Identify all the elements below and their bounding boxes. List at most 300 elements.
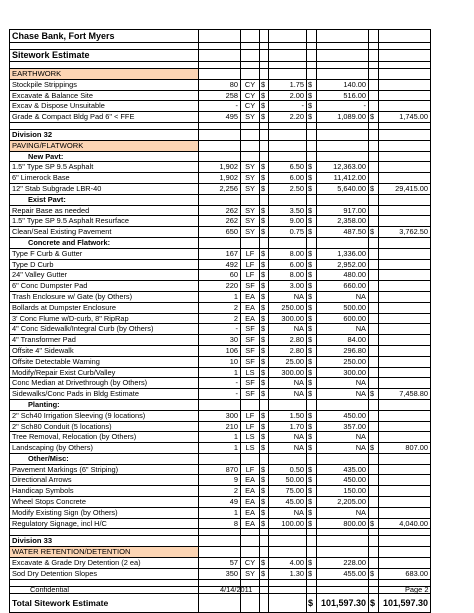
- item-unit: SY: [241, 183, 260, 194]
- item-quantity: 10: [199, 356, 241, 367]
- estimate-sheet: [9, 29, 430, 613]
- amount-currency: $: [307, 486, 317, 497]
- spacer-row: [10, 43, 431, 50]
- item-description: 4" Transformer Pad: [10, 335, 199, 346]
- item-unit-price: 3.00: [269, 281, 307, 292]
- section-subtotal: 29,415.00: [379, 183, 431, 194]
- amount-currency: $: [307, 558, 317, 569]
- item-description: Modify/Repair Exist Curb/Valley: [10, 367, 199, 378]
- item-quantity: 1: [199, 432, 241, 443]
- item-description: Modify Existing Sign (by Others): [10, 507, 199, 518]
- line-item-row: [10, 302, 431, 313]
- line-item-row: [10, 443, 431, 454]
- item-amount: 516.00: [317, 90, 369, 101]
- amount-currency: $: [307, 345, 317, 356]
- item-amount: 228.00: [317, 558, 369, 569]
- item-unit: EA: [241, 475, 260, 486]
- item-unit: EA: [241, 302, 260, 313]
- amount-currency: $: [307, 259, 317, 270]
- spacer-row: [10, 122, 431, 129]
- item-unit: SY: [241, 162, 260, 173]
- item-unit-price: NA: [269, 443, 307, 454]
- amount-currency: $: [307, 421, 317, 432]
- item-quantity: 258: [199, 90, 241, 101]
- amount-currency: $: [307, 162, 317, 173]
- price-currency: $: [260, 378, 269, 389]
- price-currency: $: [260, 335, 269, 346]
- item-unit: EA: [241, 486, 260, 497]
- item-amount: 450.00: [317, 475, 369, 486]
- item-quantity: 1,902: [199, 173, 241, 184]
- line-item-row: [10, 90, 431, 101]
- item-quantity: 49: [199, 497, 241, 508]
- item-unit: SF: [241, 335, 260, 346]
- item-amount: 800.00: [317, 518, 369, 529]
- price-currency: $: [260, 443, 269, 454]
- price-currency: $: [260, 475, 269, 486]
- price-currency: $: [260, 216, 269, 227]
- item-quantity: 1,902: [199, 162, 241, 173]
- item-unit-price: 6.00: [269, 173, 307, 184]
- category-row: [10, 547, 431, 558]
- item-description: Excavate & Grade Dry Detention (2 ea): [10, 558, 199, 569]
- item-amount: 140.00: [317, 79, 369, 90]
- subtotal-currency: $: [369, 443, 379, 454]
- item-unit-price: NA: [269, 291, 307, 302]
- item-unit: LS: [241, 367, 260, 378]
- line-item-row: [10, 216, 431, 227]
- line-item-row: [10, 112, 431, 123]
- item-amount: -: [317, 101, 369, 112]
- item-amount: 600.00: [317, 313, 369, 324]
- section-subtotal: 1,745.00: [379, 112, 431, 123]
- item-amount: 917.00: [317, 205, 369, 216]
- line-item-row: [10, 162, 431, 173]
- subtotal-currency: $: [369, 518, 379, 529]
- subtotal-currency: $: [369, 183, 379, 194]
- amount-currency: $: [307, 356, 317, 367]
- category-label: WATER RETENTION/DETENTION: [10, 547, 199, 558]
- price-currency: $: [260, 497, 269, 508]
- item-quantity: 870: [199, 464, 241, 475]
- amount-currency: $: [307, 183, 317, 194]
- amount-currency: $: [307, 302, 317, 313]
- item-unit-price: 75.00: [269, 486, 307, 497]
- amount-currency: $: [307, 475, 317, 486]
- item-unit: CY: [241, 79, 260, 90]
- item-unit: EA: [241, 313, 260, 324]
- line-item-row: [10, 345, 431, 356]
- item-amount: 12,363.00: [317, 162, 369, 173]
- estimate-table: [9, 29, 431, 613]
- amount-currency: $: [307, 367, 317, 378]
- line-item-row: [10, 389, 431, 400]
- grand-total: 101,597.30: [379, 593, 431, 612]
- amount-currency: $: [307, 291, 317, 302]
- item-amount: 5,640.00: [317, 183, 369, 194]
- item-description: Landscaping (by Others): [10, 443, 199, 454]
- price-currency: $: [260, 345, 269, 356]
- item-amount: NA: [317, 389, 369, 400]
- item-description: Bollards at Dumpster Enclosure: [10, 302, 199, 313]
- item-unit-price: 0.75: [269, 227, 307, 238]
- line-item-row: [10, 507, 431, 518]
- amount-currency: $: [307, 281, 317, 292]
- price-currency: $: [260, 79, 269, 90]
- amount-currency: $: [307, 410, 317, 421]
- total-amount: 101,597.30: [317, 593, 369, 612]
- amount-currency: $: [307, 443, 317, 454]
- item-description: 2" Sch80 Conduit (5 locations): [10, 421, 199, 432]
- item-unit-price: 2.20: [269, 112, 307, 123]
- line-item-row: [10, 281, 431, 292]
- item-quantity: 60: [199, 270, 241, 281]
- amount-currency: $: [307, 216, 317, 227]
- item-unit: SF: [241, 324, 260, 335]
- line-item-row: [10, 356, 431, 367]
- item-unit: CY: [241, 101, 260, 112]
- item-quantity: 167: [199, 248, 241, 259]
- item-quantity: -: [199, 389, 241, 400]
- item-unit-price: 8.00: [269, 248, 307, 259]
- item-amount: NA: [317, 324, 369, 335]
- item-quantity: -: [199, 101, 241, 112]
- item-unit: EA: [241, 497, 260, 508]
- item-amount: 357.00: [317, 421, 369, 432]
- item-description: Clean/Seal Existing Pavement: [10, 227, 199, 238]
- grand-total-currency: $: [369, 593, 379, 612]
- price-currency: $: [260, 432, 269, 443]
- item-description: Stockpile Strippings: [10, 79, 199, 90]
- line-item-row: [10, 335, 431, 346]
- item-unit-price: NA: [269, 432, 307, 443]
- footer-date: 4/14/2011: [220, 585, 253, 594]
- item-unit: LF: [241, 259, 260, 270]
- item-unit: LF: [241, 421, 260, 432]
- subtotal-currency: $: [369, 227, 379, 238]
- item-quantity: 350: [199, 568, 241, 579]
- section-subtotal: 4,040.00: [379, 518, 431, 529]
- item-description: 1.5" Type SP 9.5 Asphalt: [10, 162, 199, 173]
- item-unit-price: 8.00: [269, 270, 307, 281]
- item-unit: SY: [241, 205, 260, 216]
- item-unit-price: 45.00: [269, 497, 307, 508]
- line-item-row: [10, 410, 431, 421]
- amount-currency: $: [307, 335, 317, 346]
- price-currency: $: [260, 112, 269, 123]
- item-quantity: 57: [199, 558, 241, 569]
- line-item-row: [10, 101, 431, 112]
- item-unit-price: 300.00: [269, 367, 307, 378]
- item-description: Type D Curb: [10, 259, 199, 270]
- item-amount: 450.00: [317, 410, 369, 421]
- item-description: Sod Dry Detention Slopes: [10, 568, 199, 579]
- item-unit-price: 50.00: [269, 475, 307, 486]
- item-amount: 435.00: [317, 464, 369, 475]
- item-unit-price: 0.50: [269, 464, 307, 475]
- category-row: [10, 140, 431, 151]
- item-unit: SF: [241, 281, 260, 292]
- category-row: [10, 69, 431, 80]
- item-quantity: 262: [199, 205, 241, 216]
- item-quantity: 80: [199, 79, 241, 90]
- item-quantity: 220: [199, 281, 241, 292]
- item-unit: LF: [241, 248, 260, 259]
- price-currency: $: [260, 324, 269, 335]
- price-currency: $: [260, 410, 269, 421]
- price-currency: $: [260, 507, 269, 518]
- item-unit-price: 250.00: [269, 302, 307, 313]
- item-unit: SY: [241, 112, 260, 123]
- item-description: Excav & Dispose Unsuitable: [10, 101, 199, 112]
- item-unit: SY: [241, 227, 260, 238]
- amount-currency: $: [307, 324, 317, 335]
- item-unit: EA: [241, 507, 260, 518]
- total-currency: $: [307, 593, 317, 612]
- line-item-row: [10, 518, 431, 529]
- item-amount: 2,205.00: [317, 497, 369, 508]
- price-currency: $: [260, 270, 269, 281]
- item-amount: 500.00: [317, 302, 369, 313]
- item-unit-price: 2.00: [269, 90, 307, 101]
- amount-currency: $: [307, 90, 317, 101]
- category-label: EARTHWORK: [10, 69, 199, 80]
- price-currency: $: [260, 486, 269, 497]
- total-row: [10, 593, 431, 612]
- footer-confidential: Confidential: [30, 585, 70, 594]
- price-currency: $: [260, 568, 269, 579]
- line-item-row: [10, 205, 431, 216]
- item-quantity: 262: [199, 216, 241, 227]
- item-unit-price: 300.00: [269, 313, 307, 324]
- item-amount: 1,336.00: [317, 248, 369, 259]
- item-quantity: 1: [199, 507, 241, 518]
- price-currency: $: [260, 227, 269, 238]
- item-description: Tree Removal, Relocation (by Others): [10, 432, 199, 443]
- amount-currency: $: [307, 173, 317, 184]
- item-quantity: 495: [199, 112, 241, 123]
- item-unit: SY: [241, 216, 260, 227]
- item-unit-price: 2.80: [269, 335, 307, 346]
- item-description: Sidewalks/Conc Pads in Bldg Estimate: [10, 389, 199, 400]
- item-description: Offsite Detectable Warning: [10, 356, 199, 367]
- item-amount: NA: [317, 443, 369, 454]
- price-currency: $: [260, 173, 269, 184]
- amount-currency: $: [307, 389, 317, 400]
- item-unit-price: NA: [269, 378, 307, 389]
- line-item-row: [10, 432, 431, 443]
- line-item-row: [10, 248, 431, 259]
- item-description: Trash Enclosure w/ Gate (by Others): [10, 291, 199, 302]
- item-description: Repair Base as needed: [10, 205, 199, 216]
- section-subtotal: 3,762.50: [379, 227, 431, 238]
- sub-row: [10, 151, 431, 162]
- item-amount: 250.00: [317, 356, 369, 367]
- subtitle-row: [10, 50, 431, 62]
- item-amount: 11,412.00: [317, 173, 369, 184]
- item-quantity: 2: [199, 313, 241, 324]
- item-unit-price: 6.00: [269, 259, 307, 270]
- price-currency: $: [260, 162, 269, 173]
- item-description: Directional Arrows: [10, 475, 199, 486]
- line-item-row: [10, 259, 431, 270]
- item-unit: SY: [241, 568, 260, 579]
- section-subtotal: 683.00: [379, 568, 431, 579]
- sub-row: [10, 399, 431, 410]
- item-description: Regulatory Signage, incl H/C: [10, 518, 199, 529]
- footer-page-number: Page 2: [405, 585, 429, 594]
- line-item-row: [10, 291, 431, 302]
- item-unit-price: 9.00: [269, 216, 307, 227]
- sub-label: Planting:: [10, 399, 199, 410]
- item-unit-price: -: [269, 101, 307, 112]
- item-unit: CY: [241, 90, 260, 101]
- item-amount: 660.00: [317, 281, 369, 292]
- price-currency: $: [260, 421, 269, 432]
- sub-row: [10, 237, 431, 248]
- item-unit-price: 2.50: [269, 183, 307, 194]
- item-amount: 455.00: [317, 568, 369, 579]
- price-currency: $: [260, 389, 269, 400]
- item-description: Wheel Stops Concrete: [10, 497, 199, 508]
- item-description: Type F Curb & Gutter: [10, 248, 199, 259]
- item-unit: SF: [241, 345, 260, 356]
- item-amount: 480.00: [317, 270, 369, 281]
- line-item-row: [10, 79, 431, 90]
- item-quantity: 106: [199, 345, 241, 356]
- subtotal-currency: $: [369, 568, 379, 579]
- item-description: Handicap Symbols: [10, 486, 199, 497]
- price-currency: $: [260, 367, 269, 378]
- price-currency: $: [260, 313, 269, 324]
- price-currency: $: [260, 291, 269, 302]
- line-item-row: [10, 475, 431, 486]
- price-currency: $: [260, 558, 269, 569]
- price-currency: $: [260, 518, 269, 529]
- item-quantity: 2: [199, 486, 241, 497]
- price-currency: $: [260, 248, 269, 259]
- amount-currency: $: [307, 507, 317, 518]
- line-item-row: [10, 568, 431, 579]
- item-unit: SF: [241, 389, 260, 400]
- item-unit: EA: [241, 518, 260, 529]
- price-currency: $: [260, 464, 269, 475]
- item-quantity: 210: [199, 421, 241, 432]
- amount-currency: $: [307, 248, 317, 259]
- item-quantity: -: [199, 378, 241, 389]
- item-description: Excavate & Balance Site: [10, 90, 199, 101]
- subtotal-currency: $: [369, 389, 379, 400]
- item-description: Grade & Compact Bldg Pad 6" < FFE: [10, 112, 199, 123]
- total-label: Total Sitework Estimate: [10, 593, 199, 612]
- item-description: 12" Stab Subgrade LBR-40: [10, 183, 199, 194]
- line-item-row: [10, 367, 431, 378]
- item-amount: 487.50: [317, 227, 369, 238]
- item-quantity: 300: [199, 410, 241, 421]
- line-item-row: [10, 558, 431, 569]
- item-amount: 150.00: [317, 486, 369, 497]
- item-unit: LF: [241, 270, 260, 281]
- item-unit: LF: [241, 464, 260, 475]
- item-quantity: 8: [199, 518, 241, 529]
- item-description: 6" Conc Dumpster Pad: [10, 281, 199, 292]
- item-unit: EA: [241, 291, 260, 302]
- item-quantity: 9: [199, 475, 241, 486]
- price-currency: $: [260, 356, 269, 367]
- line-item-row: [10, 313, 431, 324]
- item-unit: CY: [241, 558, 260, 569]
- item-quantity: 2: [199, 302, 241, 313]
- item-unit-price: 1.30: [269, 568, 307, 579]
- item-amount: NA: [317, 507, 369, 518]
- item-unit-price: 100.00: [269, 518, 307, 529]
- item-description: 1.5" Type SP 9.5 Asphalt Resurface: [10, 216, 199, 227]
- item-quantity: 30: [199, 335, 241, 346]
- item-unit: LF: [241, 410, 260, 421]
- line-item-row: [10, 464, 431, 475]
- amount-currency: $: [307, 313, 317, 324]
- item-quantity: 1: [199, 443, 241, 454]
- division-row: [10, 129, 431, 140]
- item-amount: 296.80: [317, 345, 369, 356]
- line-item-row: [10, 497, 431, 508]
- section-subtotal: 807.00: [379, 443, 431, 454]
- sheet-subtitle: Sitework Estimate: [10, 50, 199, 62]
- category-label: PAVING/FLATWORK: [10, 140, 199, 151]
- line-item-row: [10, 421, 431, 432]
- item-description: 6" Limerock Base: [10, 173, 199, 184]
- line-item-row: [10, 270, 431, 281]
- amount-currency: $: [307, 378, 317, 389]
- item-unit-price: NA: [269, 389, 307, 400]
- item-quantity: -: [199, 324, 241, 335]
- sub-label: Exist Pavt:: [10, 194, 199, 205]
- line-item-row: [10, 486, 431, 497]
- line-item-row: [10, 227, 431, 238]
- item-amount: 2,952.00: [317, 259, 369, 270]
- item-amount: 300.00: [317, 367, 369, 378]
- price-currency: $: [260, 281, 269, 292]
- price-currency: $: [260, 101, 269, 112]
- amount-currency: $: [307, 270, 317, 281]
- subtotal-currency: $: [369, 112, 379, 123]
- line-item-row: [10, 324, 431, 335]
- division-label: Division 32: [10, 129, 199, 140]
- amount-currency: $: [307, 432, 317, 443]
- item-quantity: 492: [199, 259, 241, 270]
- amount-currency: $: [307, 101, 317, 112]
- item-description: Offsite 4" Sidewalk: [10, 345, 199, 356]
- title-row: [10, 30, 431, 43]
- item-amount: 84.00: [317, 335, 369, 346]
- price-currency: $: [260, 259, 269, 270]
- amount-currency: $: [307, 464, 317, 475]
- item-unit: SF: [241, 378, 260, 389]
- item-amount: NA: [317, 291, 369, 302]
- amount-currency: $: [307, 205, 317, 216]
- item-unit: LS: [241, 432, 260, 443]
- item-unit-price: 2.80: [269, 345, 307, 356]
- sub-label: Other/Misc:: [10, 453, 199, 464]
- item-amount: NA: [317, 378, 369, 389]
- item-description: Pavement Markings (6" Striping): [10, 464, 199, 475]
- item-unit-price: NA: [269, 507, 307, 518]
- spacer-row: [10, 529, 431, 536]
- amount-currency: $: [307, 518, 317, 529]
- price-currency: $: [260, 302, 269, 313]
- item-quantity: 2,256: [199, 183, 241, 194]
- division-label: Division 33: [10, 536, 199, 547]
